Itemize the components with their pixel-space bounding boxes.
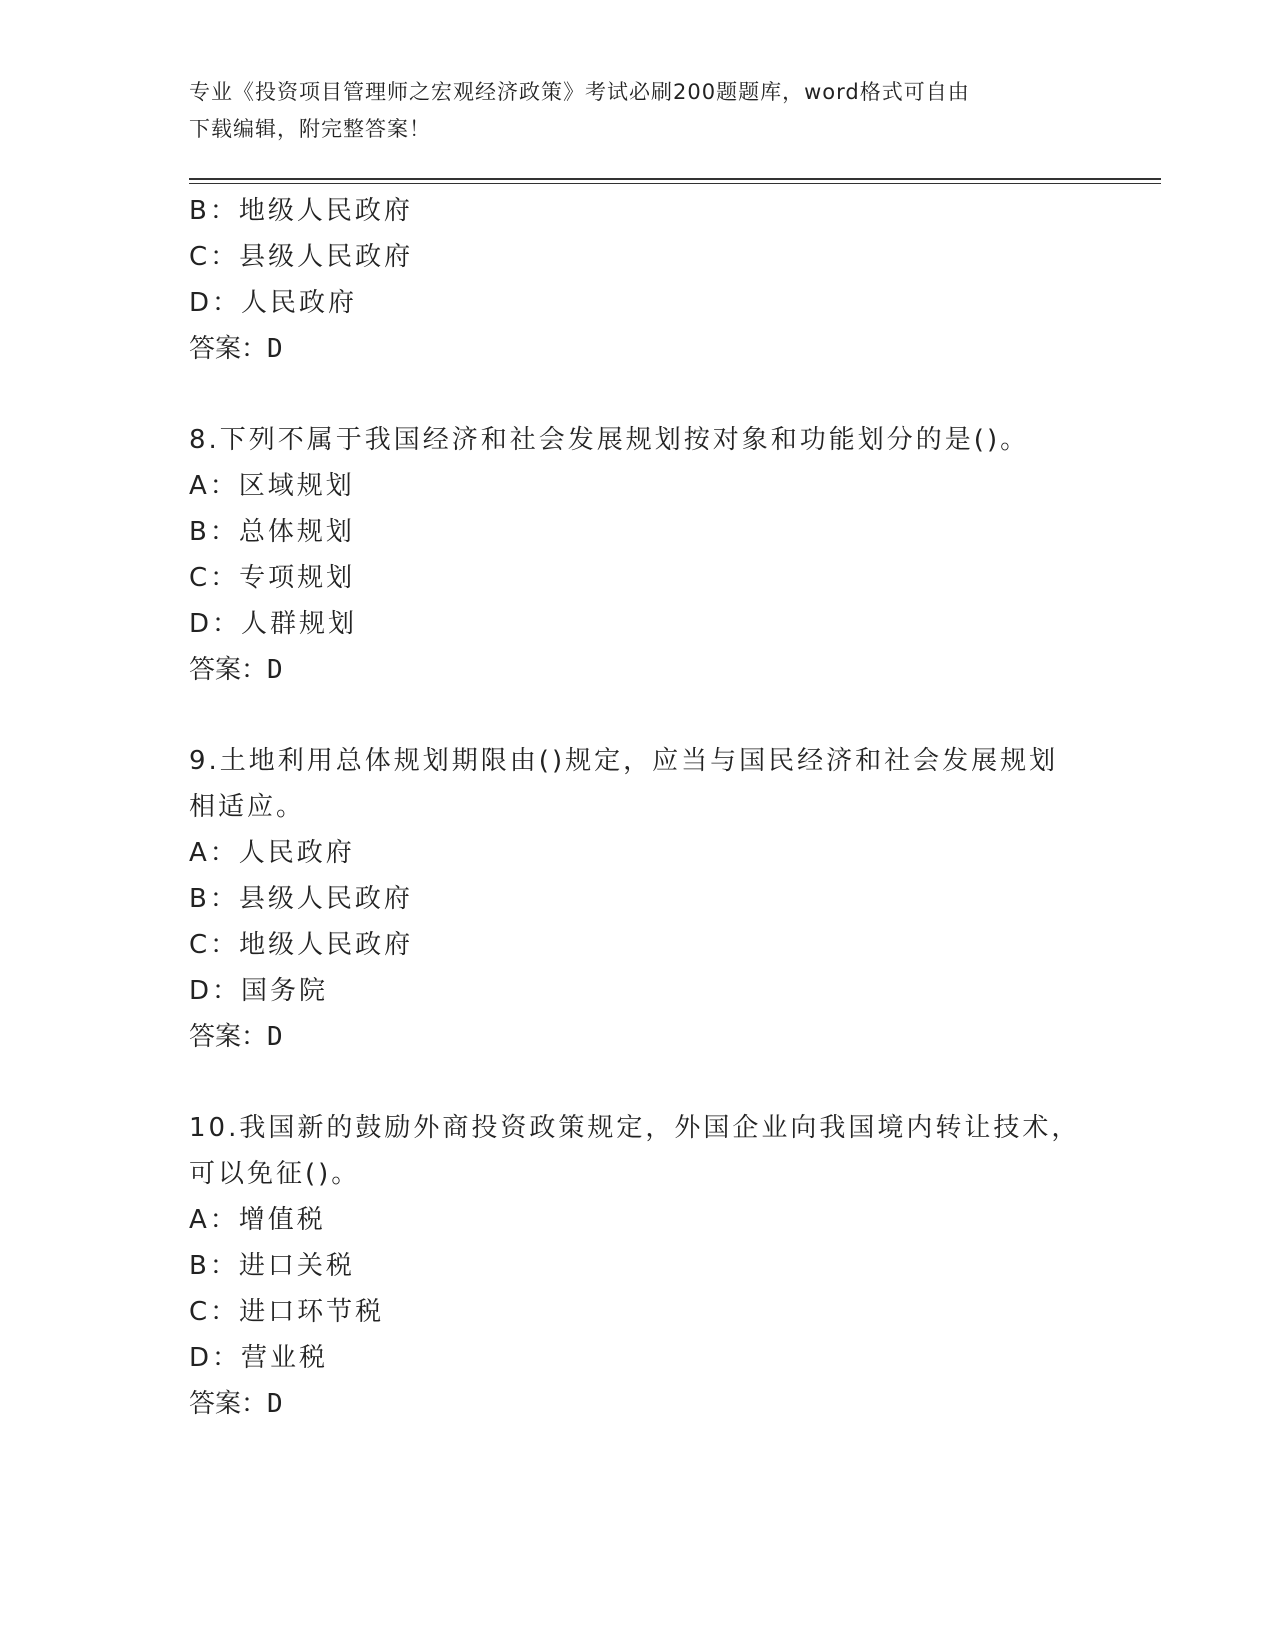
option-d: D：人民政府 xyxy=(189,288,358,318)
header-divider-thin xyxy=(189,183,1161,184)
header-divider-thick xyxy=(189,178,1161,180)
option-c: C：地级人民政府 xyxy=(189,930,414,960)
option-c: C：进口环节税 xyxy=(189,1297,385,1327)
option-b: B：进口关税 xyxy=(189,1251,355,1281)
question-text-line-1: 9.土地利用总体规划期限由()规定，应当与国民经济和社会发展规划 xyxy=(189,746,1059,776)
option-a: A：区域规划 xyxy=(189,471,355,501)
question-7-partial xyxy=(189,188,1089,372)
option-d: D：营业税 xyxy=(189,1343,329,1373)
question-text-line-2: 可以免征()。 xyxy=(189,1159,361,1189)
option-a: A：人民政府 xyxy=(189,838,355,868)
question-list xyxy=(189,188,1089,1427)
document-header xyxy=(189,74,1089,148)
question-text-line-1: 10.我国新的鼓励外商投资政策规定，外国企业向我国境内转让技术， xyxy=(189,1113,1081,1143)
header-line-2: 下载编辑，附完整答案！ xyxy=(189,117,431,141)
option-c: C：专项规划 xyxy=(189,563,356,593)
header-line-1: 专业《投资项目管理师之宏观经济政策》考试必刷200题题库，word格式可自由 xyxy=(189,80,970,104)
answer-line: 答案：D xyxy=(189,334,283,364)
option-a: A：增值税 xyxy=(189,1205,326,1235)
answer-line: 答案：D xyxy=(189,1022,283,1052)
option-b: B：总体规划 xyxy=(189,517,355,547)
option-b: B：县级人民政府 xyxy=(189,884,413,914)
option-d: D：人群规划 xyxy=(189,609,358,639)
question-text: 8.下列不属于我国经济和社会发展规划按对象和功能划分的是()。 xyxy=(189,425,1030,455)
option-b: B：地级人民政府 xyxy=(189,196,413,226)
question-text-line-2: 相适应。 xyxy=(189,792,306,822)
answer-line: 答案：D xyxy=(189,1389,283,1419)
option-c: C：县级人民政府 xyxy=(189,242,414,272)
option-d: D：国务院 xyxy=(189,976,329,1006)
question-9 xyxy=(189,738,1089,1060)
answer-line: 答案：D xyxy=(189,655,283,685)
question-10 xyxy=(189,1105,1089,1427)
question-8 xyxy=(189,417,1089,693)
